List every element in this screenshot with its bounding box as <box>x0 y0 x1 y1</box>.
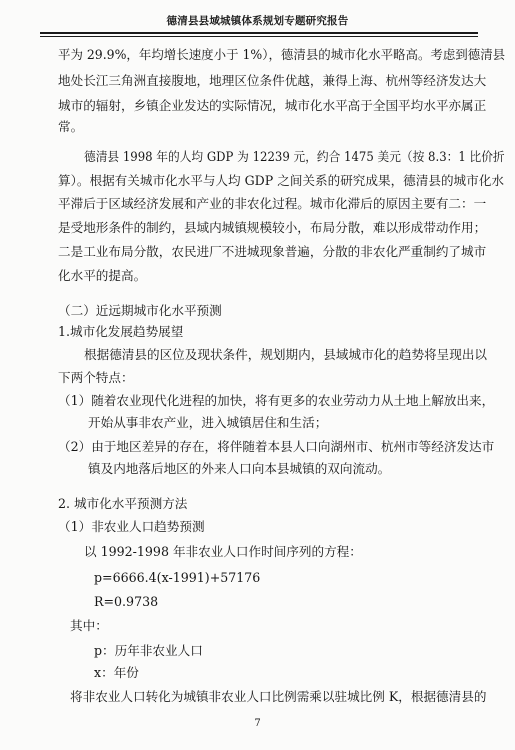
subsection-heading: 1.城市化发展趋势展望 <box>58 324 184 339</box>
paragraph-line: 二是工业布局分散，农民进厂不进城现象普遍，分散的非农化严重制约了城市 <box>58 244 487 259</box>
paragraph-line: 平滞后于区域经济发展和产业的非农化过程。城市化滞后的原因主要有二：一 <box>58 196 487 211</box>
list-item-line: （1）随着农业现代化进程的加快，将有更多的农业劳动力从土地上解放出来， <box>58 393 495 408</box>
paragraph-line: 化水平的提高。 <box>58 268 147 283</box>
section-heading: （二）近远期城市化水平预测 <box>58 303 222 318</box>
paragraph-line: 下两个特点： <box>58 370 134 385</box>
paragraph-line: 其中： <box>70 618 108 633</box>
page-number: 7 <box>254 718 261 729</box>
paragraph-line: 平为 29.9%，年均增长速度小于 1%），德清县的城市化水平略高。考虑到德清县 <box>58 47 506 62</box>
running-header: 德清县县域城镇体系规划专题研究报告 <box>166 15 349 27</box>
paragraph-line: 城市的辐射，乡镇企业发达的实际情况，城市化水平高于全国平均水平亦属正 <box>58 98 487 113</box>
subsection-heading: 2. 城市化水平预测方法 <box>58 496 188 511</box>
definition-line: x：年份 <box>94 665 139 680</box>
header-rule-thin <box>40 36 478 37</box>
paragraph-line: 算）。根据有关城市化水平与人均 GDP 之间关系的研究成果，德清县的城市化水 <box>58 173 504 188</box>
paragraph-line: 常。 <box>58 119 84 134</box>
equation-line: R=0.9738 <box>94 594 159 609</box>
list-item-line: 镇及内地落后地区的外来人口向本县城镇的双向流动。 <box>88 461 391 476</box>
header-rule <box>40 32 478 34</box>
paragraph-line: 德清县 1998 年的人均 GDP 为 12239 元，约合 1475 美元（按 8.3：1 比价折 <box>84 149 505 164</box>
list-item-line: 开始从事非农产业，进入城镇居住和生活； <box>88 415 328 430</box>
definition-line: p：历年非农业人口 <box>94 643 203 658</box>
equation-line: p=6666.4(x-1991)+57176 <box>94 570 261 585</box>
paragraph-line: 是受地形条件的制约，县域内城镇规模较小，布局分散，难以形成带动作用； <box>58 220 487 235</box>
list-item-line: （2）由于地区差异的存在，将伴随着本县人口向湖州市、杭州市等经济发达市 <box>58 439 495 454</box>
paragraph-line: 以 1992-1998 年非农业人口作时间序列的方程： <box>84 544 362 559</box>
subsection-heading: （1）非农业人口趋势预测 <box>58 519 205 534</box>
paragraph-line: 地处长江三角洲直接腹地，地理区位条件优越，兼得上海、杭州等经济发达大 <box>58 73 487 88</box>
paragraph-line: 根据德清县的区位及现状条件，规划期内，县域城市化的趋势将呈现出以 <box>84 347 487 362</box>
paragraph-line: 将非农业人口转化为城镇非农业人口比例需乘以驻城比例 K，根据德清县的 <box>70 689 487 704</box>
